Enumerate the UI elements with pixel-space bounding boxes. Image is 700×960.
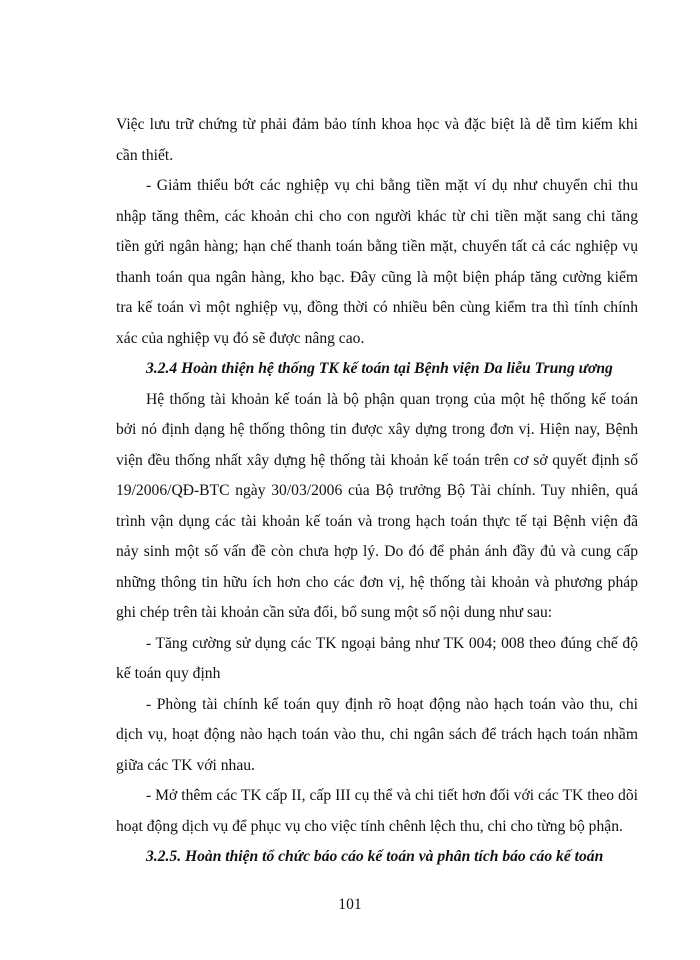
bullet-off-balance-accounts: - Tăng cường sử dụng các TK ngoại bảng như TK 004; 008 theo đúng chế độ kế toán quy định — [116, 634, 638, 682]
page-number: 101 — [338, 896, 362, 913]
paragraph-cash-reduction: - Giảm thiểu bớt các nghiệp vụ chi bằng tiền mặt ví dụ như chuyển chi thu nhập tăng thêm, các khoản chi cho con người khác từ chi tiền mặt sang chi tăng tiền gửi ngân hàng; hạn chế thanh toán bằng tiền mặt, chuyển tất cả các nghiệp vụ thanh toán qua ngân hàng, kho bạc. Đây cũng là một biện pháp tăng cường kiểm tra kế toán vì một nghiệp vụ, đồng thời có nhiều bên cùng kiểm tra thì tính chính xác của nghiệp vụ đó sẽ được nâng cao. — [116, 177, 638, 347]
paragraph-account-system: Hệ thống tài khoản kế toán là bộ phận quan trọng của một hệ thống kế toán bởi nó định dạng hệ thống thông tin được xây dựng trong đơn vị. Hiện nay, Bệnh viện đều thống nhất xây dựng hệ thống tài khoản kế toán trên cơ sở quyết định số 19/2006/QĐ-BTC ngày 30/03/2006 của Bộ trưởng Bộ Tài chính. Tuy nhiên, quá trình vận dụng các tài khoản kế toán và trong hạch toán thực tế tại Bệnh viện đã nảy sinh một số vấn đề còn chưa hợp lý. Do đó để phản ánh đầy đủ và cung cấp những thông tin hữu ích hơn cho các đơn vị, hệ thống tài khoản và phương pháp ghi chép trên tài khoản cần sửa đổi, bổ sung một số nội dung như sau: — [116, 390, 638, 621]
bullet-finance-department: - Phòng tài chính kế toán quy định rõ hoạt động nào hạch toán vào thu, chi dịch vụ, hoạt động nào hạch toán vào thu, chi ngân sách để trách hạch toán nhầm giữa các TK với nhau. — [116, 695, 638, 774]
document-page — [116, 110, 638, 873]
bullet-sub-accounts: - Mở thêm các TK cấp II, cấp III cụ thể và chi tiết hơn đối với các TK theo dõi hoạt động dịch vụ để phục vụ cho việc tính chênh lệch thu, chi cho từng bộ phận. — [116, 787, 638, 835]
paragraph-storage: Việc lưu trữ chứng từ phải đảm bảo tính khoa học và đặc biệt là dễ tìm kiếm khi cần thiết. — [116, 116, 638, 164]
section-heading-3-2-5: 3.2.5. Hoàn thiện tổ chức báo cáo kế toán và phân tích báo cáo kế toán — [146, 848, 604, 865]
section-heading-3-2-4: 3.2.4 Hoàn thiện hệ thống TK kế toán tại Bệnh viện Da liễu Trung ương — [146, 360, 613, 377]
